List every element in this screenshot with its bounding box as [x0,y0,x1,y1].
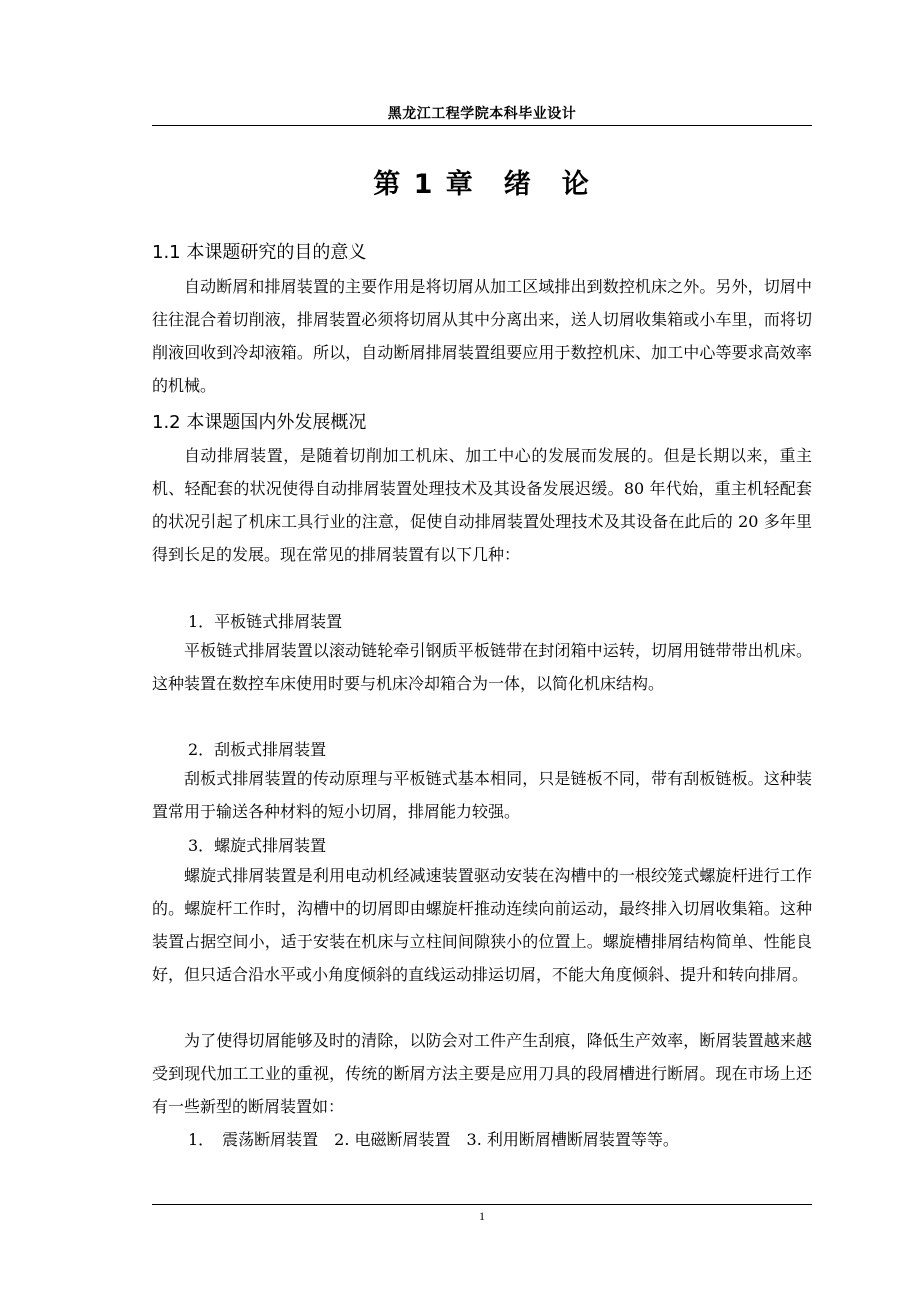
section-1-2-intro [152,439,812,571]
page-number: 1 [479,1209,485,1223]
footer-divider [152,1204,812,1205]
list-item-title: 1．平板链式排屑装置 [188,612,343,631]
paragraph-text: 平板链式排屑装置以滚动链轮牵引钢质平板链带在封闭箱中运转，切屑用链带带出机床。这种装置在数控车床使用时要与机床冷却箱合为一体，以简化机床结构。 [152,641,812,693]
section-heading-1-2: 1.2 本课题国内外发展概况 [152,412,367,433]
list-item-title: 2．刮板式排屑装置 [188,740,327,759]
chapter-title: 第 1 章 绪 论 [373,169,591,200]
list-item-text [152,634,812,700]
closing-paragraph [152,1024,812,1123]
paragraph-text: 刮板式排屑装置的传动原理与平板链式基本相同，只是链板不同，带有刮板链板。这种装置常用于输送各种材料的短小切屑，排屑能力较强。 [152,769,812,821]
section-1-1-paragraph [152,270,812,402]
paragraph-text: 自动排屑装置，是随着切削加工机床、加工中心的发展而发展的。但是长期以来，重主机、轻配套的状况使得自动排屑装置处理技术及其设备发展迟缓。80 年代始，重主机轻配套的状况引起了机床工具行业的注意，促使自动排屑装置处理技术及其设备在此后的 20 多年里得到长足的发展。现在常见的排屑装置有以下几种： [152,446,812,564]
paragraph-text: 螺旋式排屑装置是利用电动机经减速装置驱动安装在沟槽中的一根绞笼式螺旋杆进行工作的。螺旋杆工作时，沟槽中的切屑即由螺旋杆推动连续向前运动，最终排入切屑收集箱。这种装置占据空间小，适于安装在机床与立柱间间隙狭小的位置上。螺旋槽排屑结构简单、性能良好，但只适合沿水平或小角度倾斜的直线运动排运切屑，不能大角度倾斜、提升和转向排屑。 [152,866,812,984]
paragraph-text: 自动断屑和排屑装置的主要作用是将切屑从加工区域排出到数控机床之外。另外，切屑中往往混合着切削液，排屑装置必须将切屑从其中分离出来，送人切屑收集箱或小车里，而将切削液回收到冷却液箱。所以，自动断屑排屑装置组要应用于数控机床、加工中心等要求高效率的机械。 [152,277,812,395]
paragraph-text: 为了使得切屑能够及时的清除，以防会对工件产生刮痕，降低生产效率，断屑装置越来越受到现代加工工业的重视，传统的断屑方法主要是应用刀具的段屑槽进行断屑。现在市场上还有一些新型的断屑装置如： [152,1031,812,1116]
list-item-text [152,859,812,991]
method-list: 1． 震荡断屑装置 2. 电磁断屑装置 3. 利用断屑槽断屑装置等等。 [188,1130,679,1149]
list-item-text [152,762,812,828]
header-divider [152,125,812,126]
running-header: 黑龙江工程学院本科毕业设计 [387,106,577,122]
section-heading-1-1: 1.1 本课题研究的目的意义 [152,242,367,263]
list-item-title: 3．螺旋式排屑装置 [188,836,327,855]
